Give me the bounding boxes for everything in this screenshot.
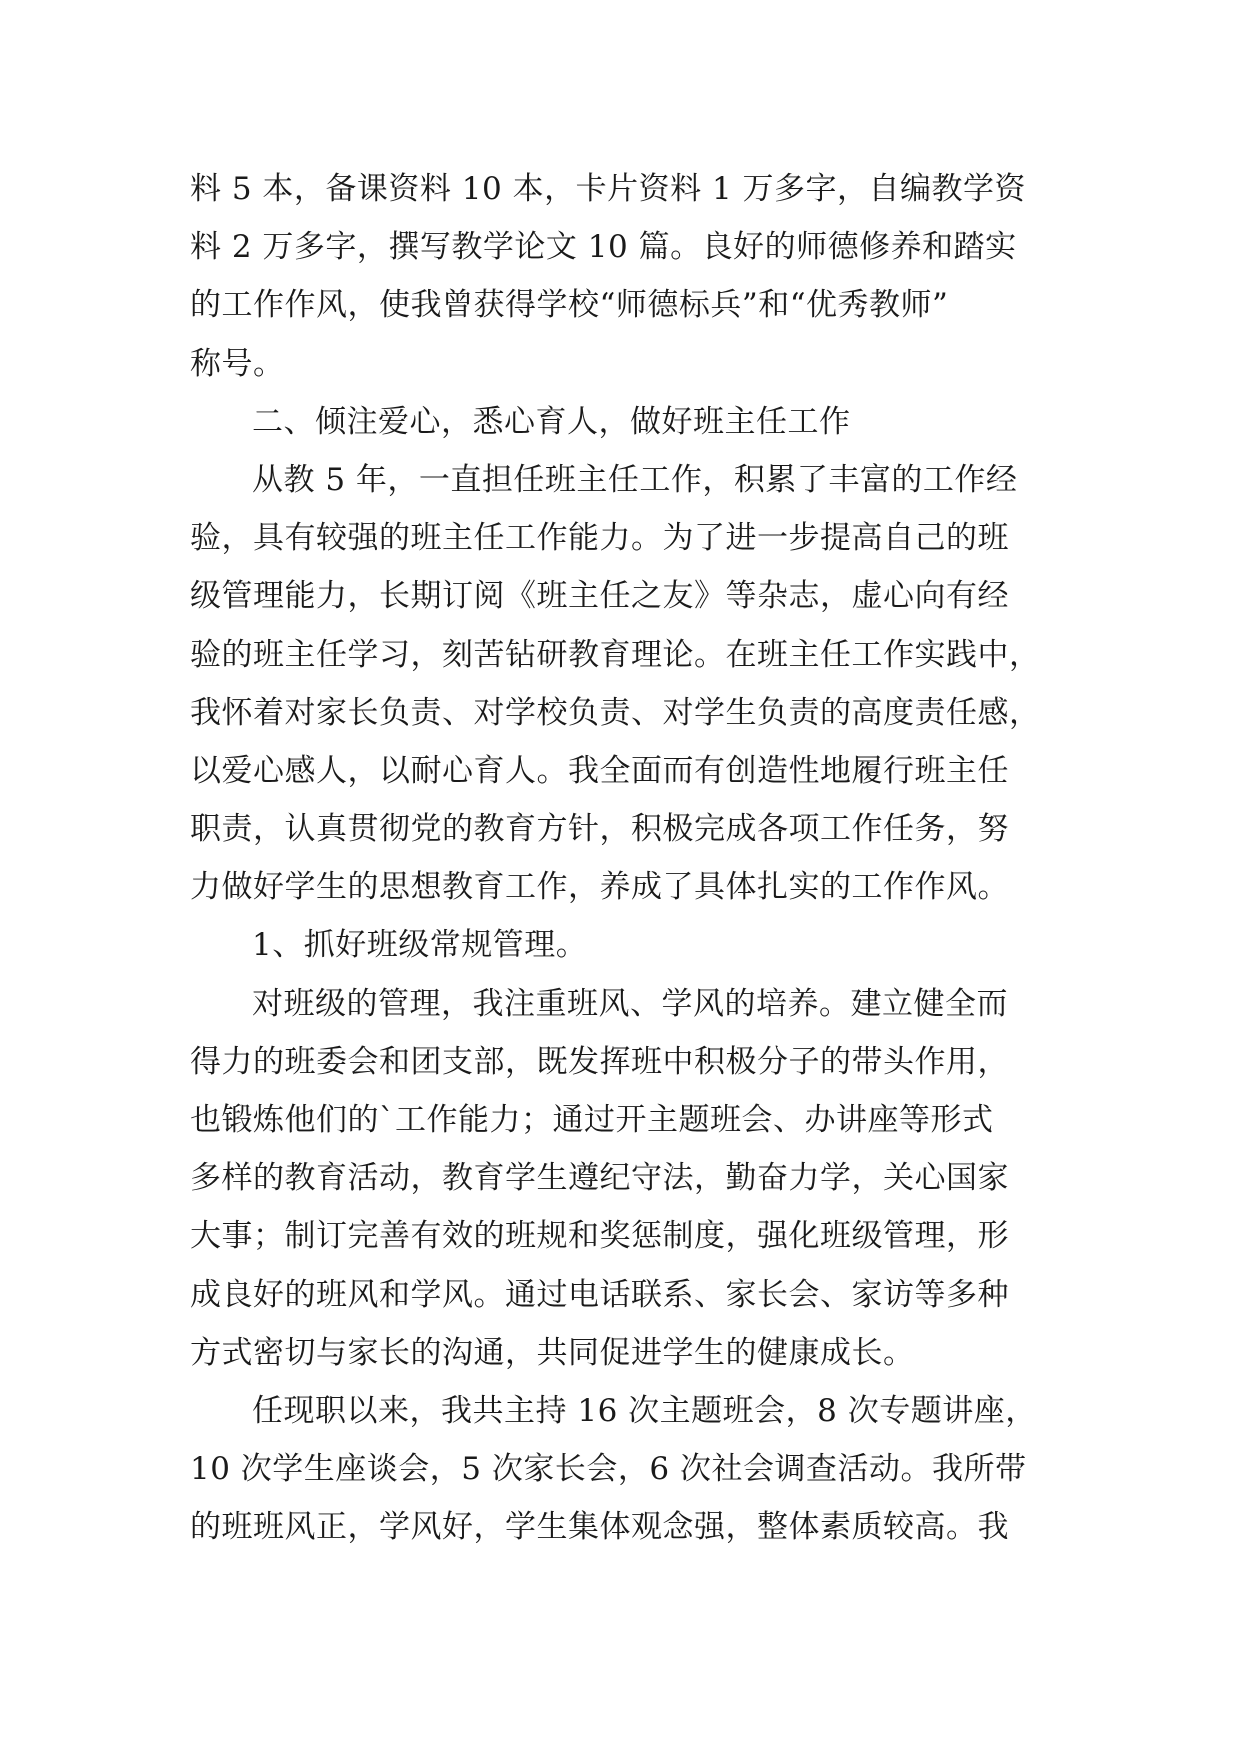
text-line: 级管理能力，长期订阅《班主任之友》等杂志，虚心向有经 [190,578,1009,615]
text-line: 料 2 万多字，撰写教学论文 10 篇。良好的师德修养和踏实 [190,229,1017,266]
text-line: 的班班风正，学风好，学生集体观念强，整体素质较高。我 [190,1509,1009,1546]
text-line: 我怀着对家长负责、对学校负责、对学生负责的高度责任感， [190,694,1041,731]
text-line: 二、倾注爱心，悉心育人，做好班主任工作 [252,403,851,440]
text-line: 以爱心感人，以耐心育人。我全面而有创造性地履行班主任 [190,752,1009,789]
text-line: 称号。 [190,345,285,382]
text-line: 职责，认真贯彻党的教育方针，积极完成各项工作任务，努 [190,811,1009,848]
text-line: 任现职以来，我共主持 16 次主题班会，8 次专题讲座， [252,1392,1037,1429]
text-line: 从教 5 年，一直担任班主任工作，积累了丰富的工作经 [252,461,1018,498]
text-line: 1、抓好班级常规管理。 [252,927,588,964]
text-line: 的工作作风，使我曾获得学校“师德标兵”和“优秀教师” [190,287,949,324]
text-line: 方式密切与家长的沟通，共同促进学生的健康成长。 [190,1334,915,1371]
text-line: 得力的班委会和团支部，既发挥班中积极分子的带头作用， [190,1043,1009,1080]
text-line: 验的班主任学习，刻苦钻研教育理论。在班主任工作实践中， [190,636,1041,673]
text-line: 10 次学生座谈会，5 次家长会，6 次社会调查活动。我所带 [190,1451,1027,1488]
text-line: 对班级的管理，我注重班风、学风的培养。建立健全而 [252,985,1008,1022]
text-line: 多样的教育活动，教育学生遵纪守法，勤奋力学，关心国家 [190,1160,1009,1197]
text-line: 验，具有较强的班主任工作能力。为了进一步提高自己的班 [190,520,1009,557]
text-line: 料 5 本，备课资料 10 本，卡片资料 1 万多字，自编教学资 [190,171,1027,207]
text-line: 成良好的班风和学风。通过电话联系、家长会、家访等多种 [190,1276,1009,1313]
text-line: 也锻炼他们的`工作能力；通过开主题班会、办讲座等形式 [190,1102,994,1138]
text-line: 力做好学生的思想教育工作，养成了具体扎实的工作作风。 [190,869,1009,906]
text-line: 大事；制订完善有效的班规和奖惩制度，强化班级管理，形 [190,1218,1009,1255]
document-body [190,160,1060,1557]
